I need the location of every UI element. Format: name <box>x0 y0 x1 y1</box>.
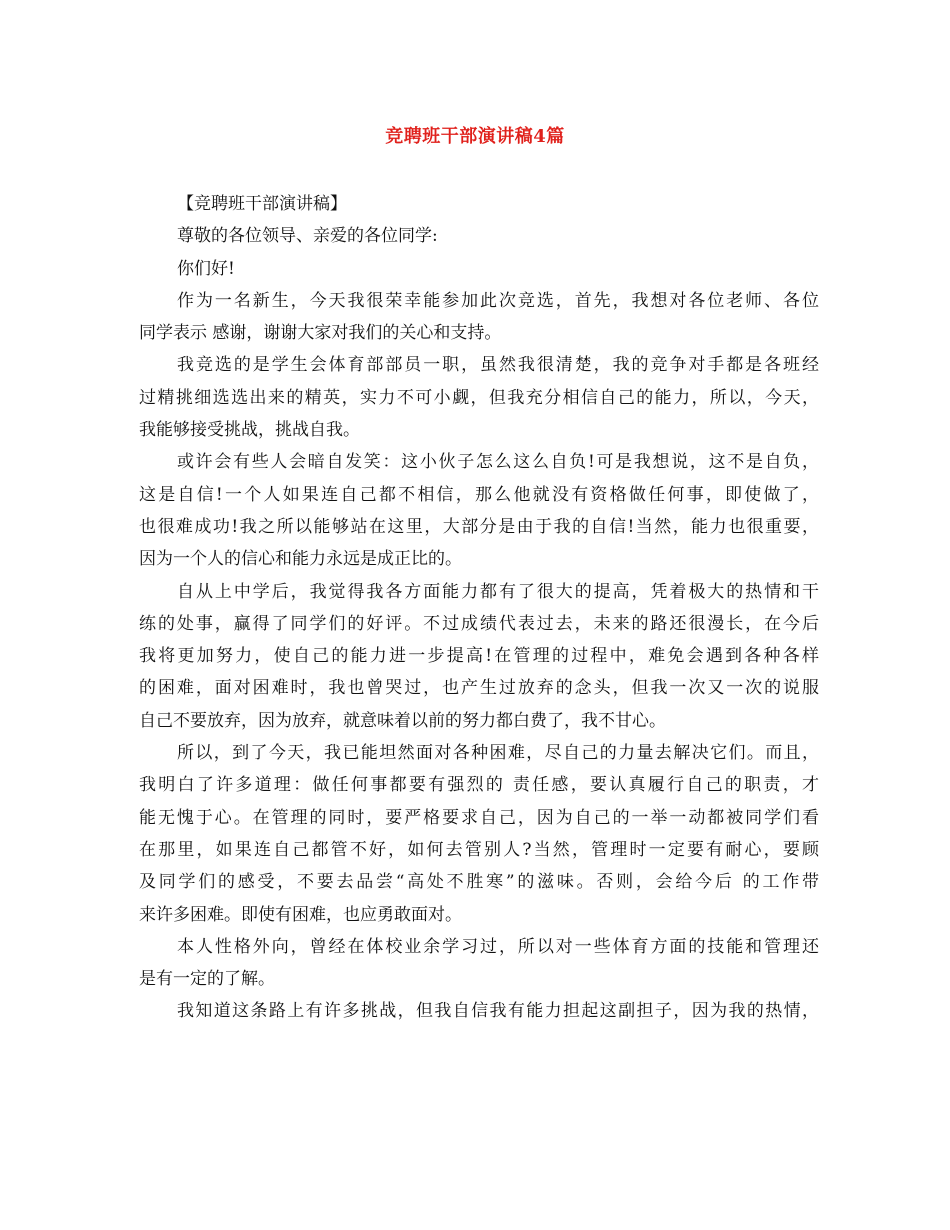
text-line: 本人性格外向，曾经在体校业余学习过，所以对一些体育方面的技能和管理还 <box>177 936 819 957</box>
text-line: 我将更加努力，使自己的能力进一步提高!在管理的过程中，难免会遇到各种各样 <box>139 646 819 667</box>
text-line: 你们好! <box>177 258 235 279</box>
text-line: 这是自信!一个人如果连自己都不相信，那么他就没有资格做任何事，即使做了， <box>139 484 819 505</box>
text-line: 因为一个人的信心和能力永远是成正比的。 <box>139 549 462 570</box>
text-line: 我明白了许多道理：做任何事都要有强烈的 责任感，要认真履行自己的职责，才 <box>139 775 819 796</box>
text-line: 我知道这条路上有许多挑战，但我自信我有能力担起这副担子，因为我的热情， <box>177 1001 819 1022</box>
text-line: 的困难，面对困难时，我也曾哭过，也产生过放弃的念头，但我一次又一次的说服 <box>139 678 819 699</box>
text-line: 来许多困难。即使有困难，也应勇敢面对。 <box>139 904 462 925</box>
text-line: 是有一定的了解。 <box>139 969 275 990</box>
text-line: 作为一名新生，今天我很荣幸能参加此次竞选，首先，我想对各位老师、各位 <box>177 290 819 311</box>
text-line: 同学表示 感谢，谢谢大家对我们的关心和支持。 <box>139 323 502 344</box>
text-line: 自从上中学后，我觉得我各方面能力都有了很大的提高，凭着极大的热情和干 <box>177 581 819 602</box>
text-line: 【竞聘班干部演讲稿】 <box>177 194 347 214</box>
text-line: 或许会有些人会暗自发笑：这小伙子怎么这么自负!可是我想说，这不是自负， <box>177 452 819 473</box>
document-title: 竞聘班干部演讲稿4篇 <box>385 126 565 147</box>
text-line: 过精挑细选选出来的精英，实力不可小觑，但我充分相信自己的能力，所以，今天， <box>139 387 819 408</box>
text-line: 自己不要放弃，因为放弃，就意味着以前的努力都白费了，我不甘心。 <box>139 710 666 731</box>
text-line: 练的处事，赢得了同学们的好评。不过成绩代表过去，未来的路还很漫长，在今后 <box>139 613 819 634</box>
text-line: 我竞选的是学生会体育部部员一职，虽然我很清楚，我的竞争对手都是各班经 <box>177 355 819 376</box>
text-line: 所以，到了今天，我已能坦然面对各种困难，尽自己的力量去解决它们。而且， <box>177 743 819 764</box>
text-line: 尊敬的各位领导、亲爱的各位同学: <box>177 226 438 247</box>
document-body <box>139 188 819 1028</box>
text-line: 也很难成功!我之所以能够站在这里，大部分是由于我的自信!当然，能力也很重要， <box>139 516 819 537</box>
text-line: 我能够接受挑战，挑战自我。 <box>139 420 360 441</box>
text-line: 在那里，如果连自己都管不好，如何去管别人?当然，管理时一定要有耐心，要顾 <box>139 839 819 860</box>
text-line: 及同学们的感受，不要去品尝“高处不胜寒”的滋味。否则，会给今后 的工作带 <box>139 872 819 893</box>
text-line: 能无愧于心。在管理的同时，要严格要求自己，因为自己的一举一动都被同学们看 <box>139 807 819 828</box>
